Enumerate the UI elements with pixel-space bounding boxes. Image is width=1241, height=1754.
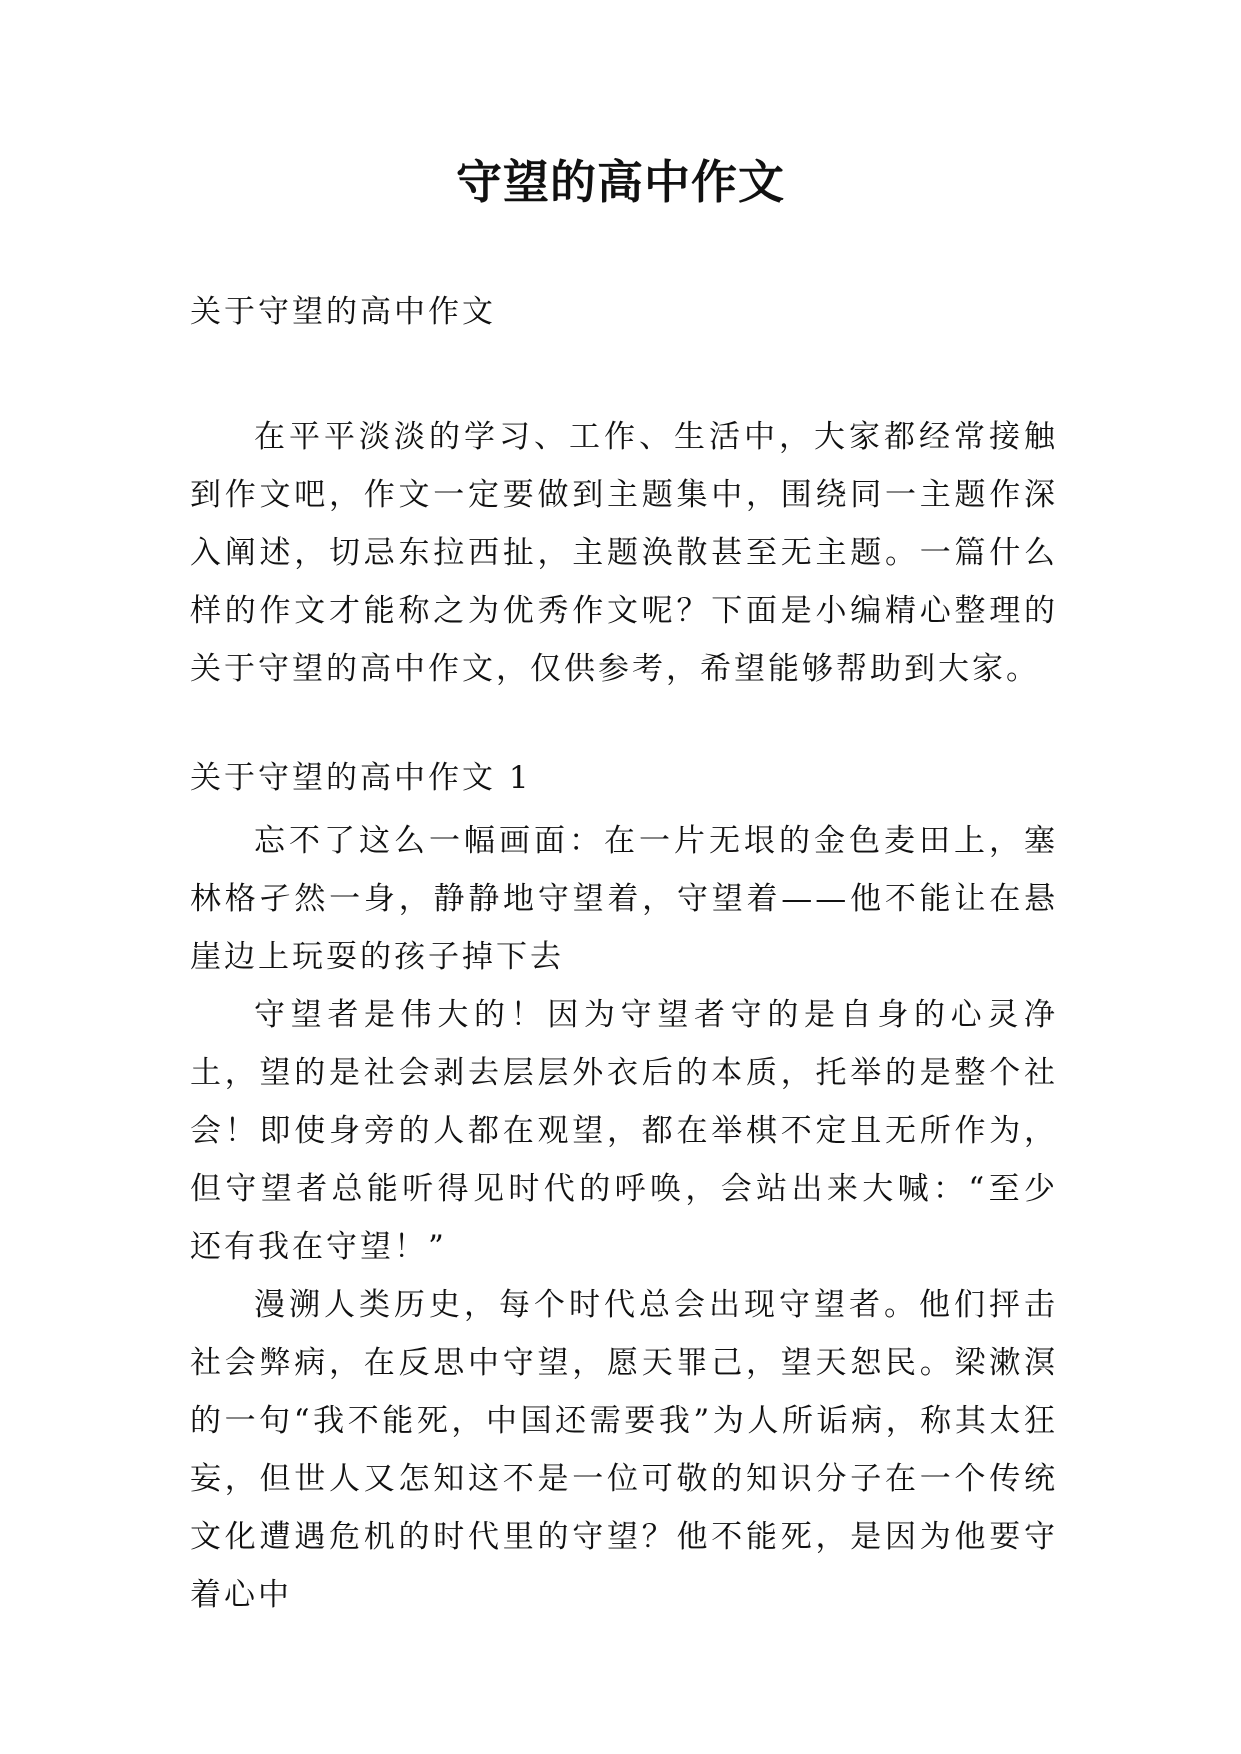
essay-paragraph: 漫溯人类历史，每个时代总会出现守望者。他们抨击社会弊病，在反思中守望，愿天罪己，望天恕民。梁漱溟的一句“我不能死，中国还需要我”为人所诟病，称其太狂妄，但世人又怎知这不是一位可敬的知识分子在一个传统文化遭遇危机的时代里的守望？他不能死，是因为他要守着心中 [190,1287,1058,1613]
essay-paragraph: 守望者是伟大的！因为守望者守的是自身的心灵净土，望的是社会剥去层层外衣后的本质，托举的是整个社会！即使身旁的人都在观望，都在举棋不定且无所作为，但守望者总能听得见时代的呼唤，会站出来大喊：“至少还有我在守望！” [190,997,1058,1265]
intro-paragraph: 在平平淡淡的学习、工作、生活中，大家都经常接触到作文吧，作文一定要做到主题集中，围绕同一主题作深入阐述，切忌东拉西扯，主题涣散甚至无主题。一篇什么样的作文才能称之为优秀作文呢？下面是小编精心整理的关于守望的高中作文，仅供参考，希望能够帮助到大家。 [190,419,1058,687]
essay-body [190,812,1058,1624]
document-title: 守望的高中作文 [456,155,785,209]
document-subtitle: 关于守望的高中作文 [190,294,496,330]
section-heading: 关于守望的高中作文 1 [190,760,532,796]
essay-paragraph: 忘不了这么一幅画面：在一片无垠的金色麦田上，塞林格孑然一身，静静地守望着，守望着——他不能让在悬崖边上玩耍的孩子掉下去 [190,823,1058,975]
